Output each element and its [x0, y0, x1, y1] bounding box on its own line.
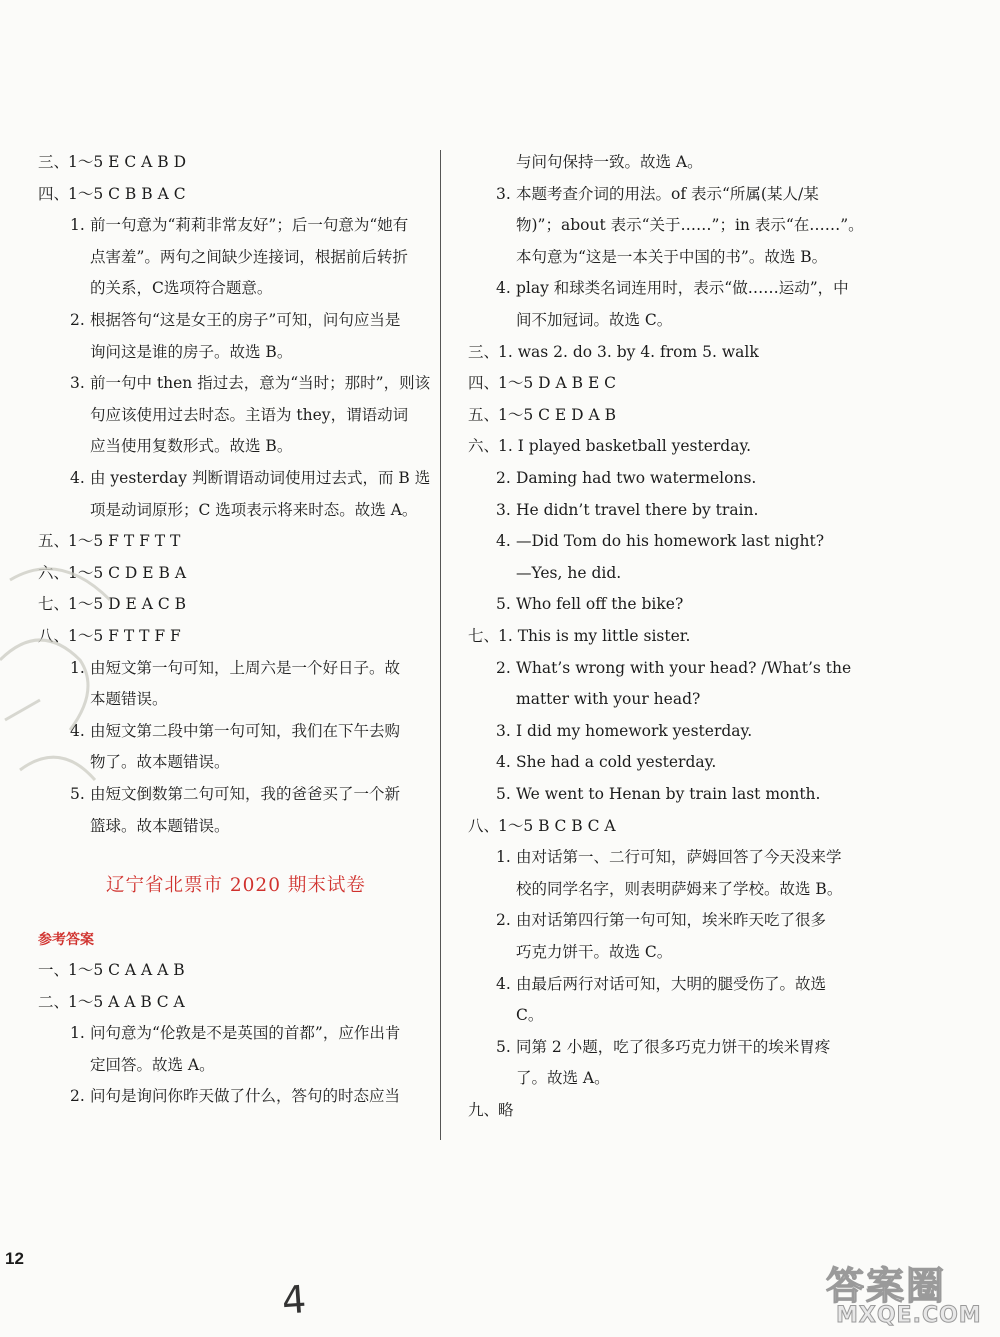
answer-line-text: —Yes, he did. — [516, 563, 622, 582]
answer-line-label: 二、 — [38, 992, 70, 1011]
answer-line-text: 前一句意为“莉莉非常友好”；后一句意为“她有 — [90, 216, 409, 235]
answer-line-text: She had a cold yesterday. — [516, 753, 717, 772]
answer-line-label: 1. — [496, 848, 511, 867]
answer-line-text: 1～5 F T F T T — [68, 532, 181, 551]
answer-line-label: 七、 — [38, 595, 70, 614]
answer-line-label: 六、 — [468, 437, 500, 456]
answer-line-text: 篮球。故本题错误。 — [90, 816, 230, 835]
answer-line-text: 问句是询问你昨天做了什么，答句的时态应当 — [90, 1087, 401, 1106]
watermark-sub-text: MXQE.COM — [836, 1303, 982, 1328]
answer-line-label: 4. — [70, 721, 85, 740]
answer-line-label: 八、 — [38, 627, 70, 645]
answer-line-text: 由 yesterday 判断谓语动词使用过去式，而 B 选 — [90, 469, 431, 487]
answer-line-text: What’s wrong with your head? /What’s the — [516, 658, 852, 677]
answer-line-label: 3. — [496, 721, 511, 740]
answer-line-label: 4. — [496, 279, 511, 298]
answer-line-text: I did my homework yesterday. — [516, 721, 753, 740]
page-number: 12 — [5, 1249, 24, 1268]
answer-line-text: C。 — [516, 1006, 544, 1025]
answer-line-text: 物)”；about 表示“关于……”；in 表示“在……”。 — [516, 216, 864, 235]
answer-line-label: 五、 — [468, 405, 500, 424]
answer-line-label: 4. — [496, 974, 511, 993]
answer-line-text: 1～5 D E A C B — [68, 595, 187, 614]
answer-line-text: play 和球类名词连用时，表示“做……运动”，中 — [516, 279, 849, 298]
answer-line-text: 1～5 C A A A B — [68, 961, 185, 979]
answer-line-label: 4. — [496, 753, 511, 772]
answer-line-label: 九、 — [468, 1101, 500, 1119]
answer-line-text: We went to Henan by train last month. — [516, 785, 821, 803]
answer-line-text: —Did Tom do his homework last night? — [516, 532, 825, 551]
answer-line-text: 由短文倒数第二句可知，我的爸爸买了一个新 — [90, 785, 401, 803]
answer-line-label: 3. — [70, 374, 85, 393]
answer-line-text: 同第 2 小题，吃了很多巧克力饼干的埃米胃疼 — [516, 1037, 831, 1056]
answer-line-text: 项是动词原形；C 选项表示将来时态。故选 A。 — [90, 500, 418, 519]
handwritten-mark: 4 — [280, 1277, 308, 1323]
answer-line-text: 本句意为“这是一本关于中国的书”。故选 B。 — [516, 247, 828, 266]
answer-line-text: 1～5 B C B C A — [498, 816, 616, 835]
answer-line-text: 1～5 D A B E C — [498, 374, 617, 393]
answer-line-text: 校的同学名字，则表明萨姆来了学校。故选 B。 — [516, 879, 843, 898]
column-divider — [440, 150, 441, 1140]
answer-line-label: 3. — [496, 500, 511, 519]
answer-line-label: 5. — [496, 595, 511, 614]
watermark-logo — [822, 1255, 997, 1335]
answer-line-text: 由短文第一句可知，上周六是一个好日子。故 — [90, 658, 401, 677]
answer-line-text: 1～5 F T T F F — [68, 627, 181, 645]
answer-line-label: 2. — [496, 469, 511, 487]
answer-line-label: 三、 — [38, 153, 70, 171]
answer-line-label: 2. — [496, 658, 511, 677]
answer-line-text: 本题考查介词的用法。of 表示“所属(某人/某 — [516, 184, 819, 203]
answer-line-text: 与问句保持一致。故选 A。 — [516, 153, 703, 171]
answer-line-text: 问句意为“伦敦是不是英国的首都”，应作出肯 — [90, 1024, 401, 1043]
answer-line-label: 1. — [70, 658, 85, 677]
answer-line-label: 5. — [70, 785, 85, 803]
answer-line-label: 2. — [70, 1087, 85, 1106]
answer-line-label: 七、 — [468, 627, 500, 645]
answer-line-text: 1. was 2. do 3. by 4. from 5. walk — [498, 342, 759, 361]
answer-line-label: 4. — [496, 532, 511, 551]
answer-line-label: 四、 — [38, 184, 70, 203]
answer-line-text: 1～5 C B B A C — [68, 184, 186, 203]
answer-line-label: 4. — [70, 469, 85, 487]
answer-line-text: 1～5 A A B C A — [68, 992, 185, 1011]
answer-line-text: 间不加冠词。故选 C。 — [516, 311, 673, 329]
answer-line-label: 3. — [496, 184, 511, 203]
answer-line-label: 八、 — [468, 816, 500, 835]
answer-line-text: 句应该使用过去时态。主语为 they，谓语动词 — [90, 405, 409, 424]
answer-line-text: 由短文第二段中第一句可知，我们在下午去购 — [90, 721, 401, 740]
answer-line-label: 四、 — [468, 374, 500, 393]
answer-line-label: 1. — [70, 1024, 85, 1043]
answer-line-text: 略 — [498, 1101, 514, 1119]
answer-line-text: 物了。故本题错误。 — [90, 753, 230, 772]
answer-line-text: 1. This is my little sister. — [498, 627, 691, 645]
section-title: 辽宁省北票市 2020 期末试卷 — [106, 875, 366, 896]
answer-line-text: 由对话第四行第一句可知，埃米昨天吃了很多 — [516, 911, 827, 930]
faded-stamp-icon — [0, 540, 130, 840]
answer-line-text: 了。故选 A。 — [516, 1069, 610, 1088]
answer-line-text: 1～5 C E D A B — [498, 405, 617, 424]
answer-line-label: 六、 — [38, 563, 70, 582]
answer-line-text: 定回答。故选 A。 — [90, 1055, 215, 1074]
answer-line-label: 5. — [496, 785, 511, 803]
answer-line-text: 前一句中 then 指过去，意为“当时；那时”，则该 — [90, 374, 431, 393]
answer-line-text: 巧克力饼干。故选 C。 — [516, 943, 673, 961]
answer-line-text: 1～5 E C A B D — [68, 153, 187, 171]
answer-line-text: 根据答句“这是女王的房子”可知，问句应当是 — [90, 311, 401, 329]
answer-line-text: He didn’t travel there by train. — [516, 500, 759, 519]
answer-line-text: 询问这是谁的房子。故选 B。 — [90, 342, 293, 361]
answer-line-label: 1. — [70, 216, 85, 235]
answer-line-text: 应当使用复数形式。故选 B。 — [90, 437, 293, 456]
answer-line-label: 2. — [496, 911, 511, 930]
answer-line-label: 5. — [496, 1037, 511, 1056]
answer-line-text: matter with your head? — [516, 690, 701, 709]
answer-line-label: 2. — [70, 311, 85, 329]
answer-line-text: Daming had two watermelons. — [516, 469, 757, 487]
answer-line-text: 1～5 C D E B A — [68, 563, 187, 582]
answer-line-text: Who fell off the bike? — [516, 595, 684, 614]
answer-line-text: 点害羞”。两句之间缺少连接词，根据前后转折 — [90, 247, 408, 266]
answer-line-text: 由最后两行对话可知，大明的腿受伤了。故选 — [516, 974, 827, 993]
answer-line-label: 一、 — [38, 961, 70, 979]
answer-line-text: 1. I played basketball yesterday. — [498, 437, 752, 456]
answer-line-text: 由对话第一、二行可知，萨姆回答了今天没来学 — [516, 848, 842, 867]
answer-line-label: 五、 — [38, 532, 70, 551]
reference-answers-heading: 参考答案 — [38, 932, 94, 948]
answer-line-text: 本题错误。 — [90, 690, 168, 709]
watermark-main-text: 答案圈 — [826, 1264, 947, 1308]
answer-line-text: 的关系，C选项符合题意。 — [90, 279, 273, 298]
answer-line-label: 三、 — [468, 342, 500, 361]
